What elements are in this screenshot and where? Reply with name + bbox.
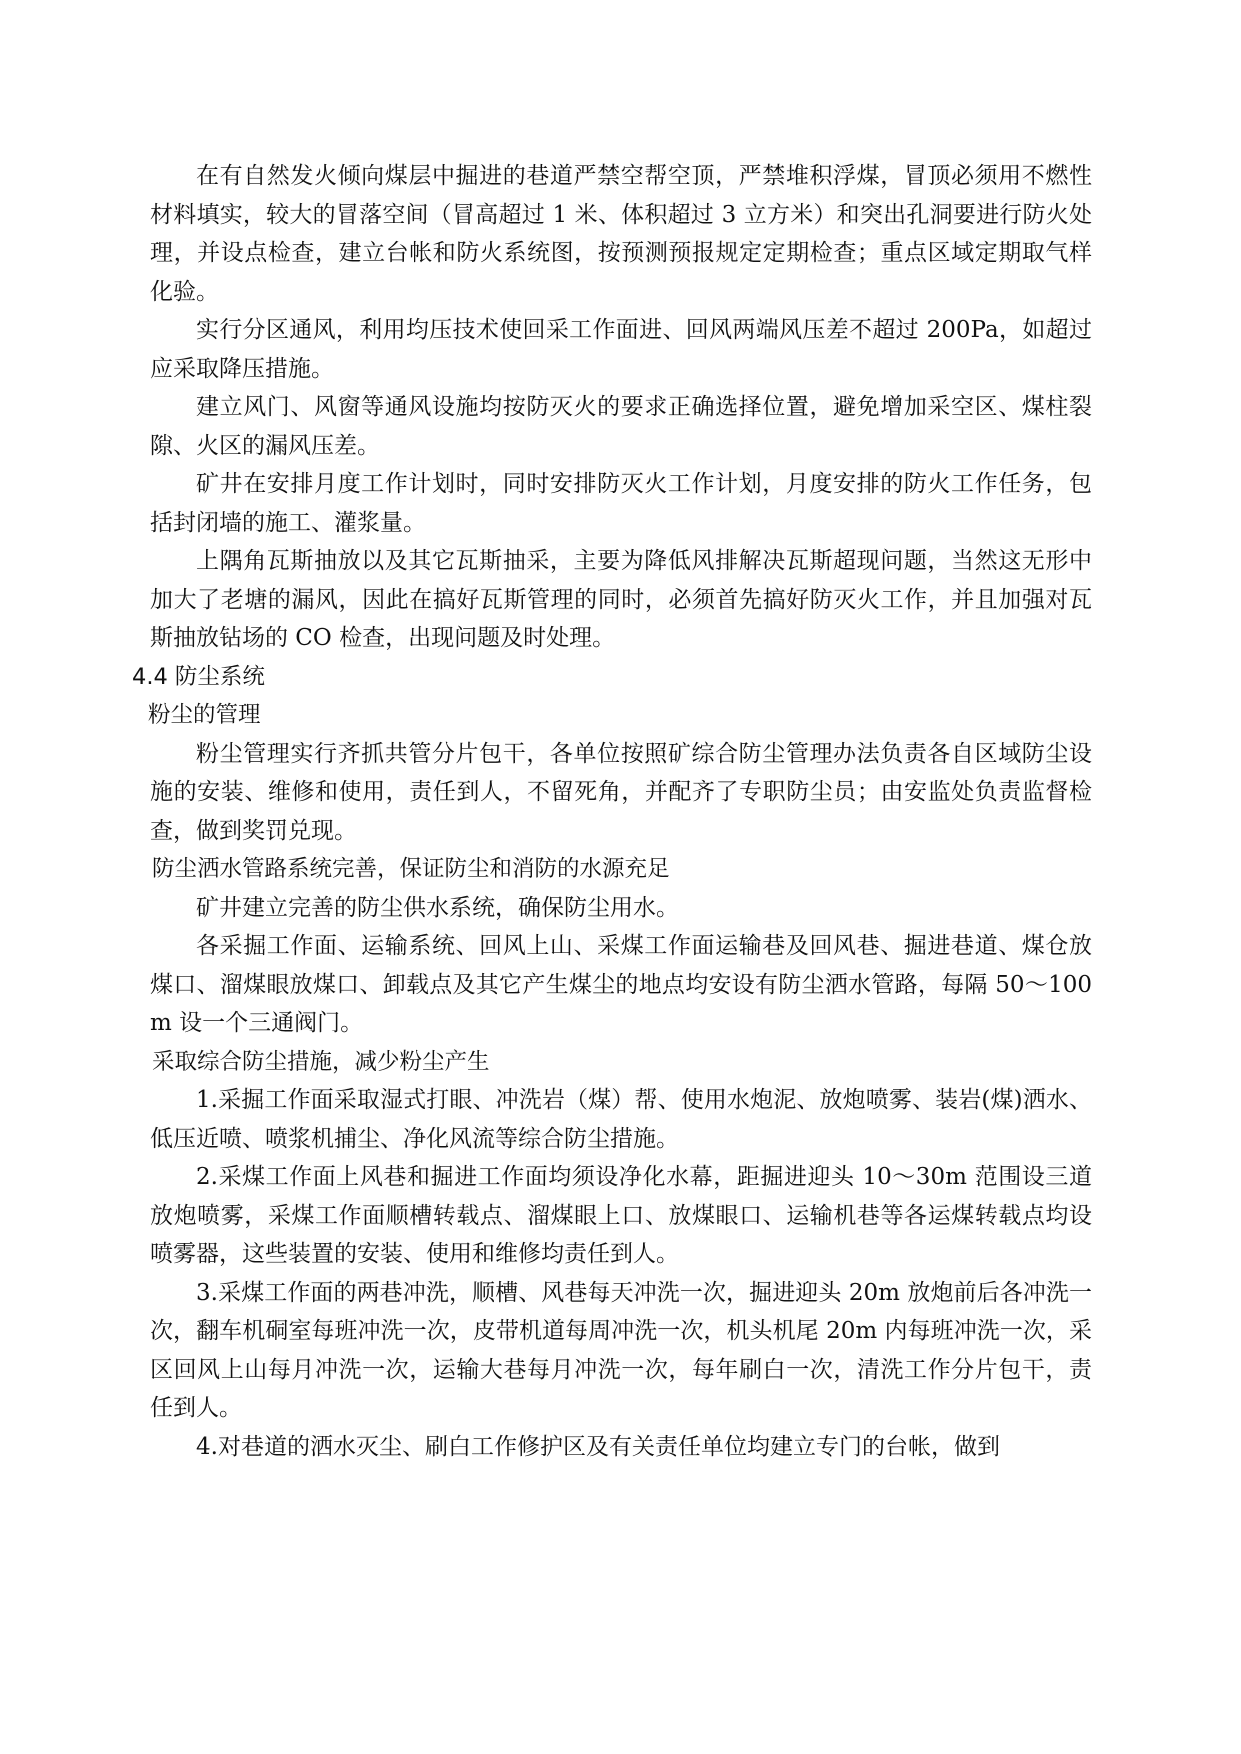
subheading-water-supply: 防尘洒水管路系统完善，保证防尘和消防的水源充足 [152,856,670,882]
paragraph-ventilation-facilities: 建立风门、风窗等通风设施均按防灭火的要求正确选择位置，避免增加采空区、煤柱裂隙、火区的漏风压差。 [150,394,1092,459]
list-item-measure-3: 3.采煤工作面的两巷冲洗，顺槽、风巷每天冲洗一次，掘进迎头 20m 放炮前后各冲洗一次，翻车机硐室每班冲洗一次，皮带机道每周冲洗一次，机头机尾 20m 内每班冲洗一次，采区回风上山每月冲洗一次，运输大巷每月冲洗一次，每年刷白一次，清洗工作分片包干，责任到人。 [150,1279,1092,1421]
paragraph-water-pipelines: 各采掘工作面、运输系统、回风上山、采煤工作面运输巷及回风巷、掘进巷道、煤仓放煤口、溜煤眼放煤口、卸载点及其它产生煤尘的地点均安设有防尘洒水管路，每隔 50～100m 设一个三通阀门。 [150,933,1092,1036]
paragraph-dust-management: 粉尘管理实行齐抓共管分片包干，各单位按照矿综合防尘管理办法负责各自区域防尘设施的安装、维修和使用，责任到人，不留死角，并配齐了专职防尘员；由安监处负责监督检查，做到奖罚兑现。 [150,740,1092,844]
document-body [132,157,1092,1466]
subheading-dust-management: 粉尘的管理 [148,702,261,728]
paragraph-gas-drainage: 上隅角瓦斯抽放以及其它瓦斯抽采，主要为降低风排解决瓦斯超现问题，当然这无形中加大了老塘的漏风，因此在搞好瓦斯管理的同时，必须首先搞好防灭火工作，并且加强对瓦斯抽放钻场的 CO 检查，出现问题及时处理。 [150,548,1092,651]
paragraph-monthly-plan: 矿井在安排月度工作计划时，同时安排防灭火工作计划，月度安排的防火工作任务，包括封闭墙的施工、灌浆量。 [150,471,1092,536]
list-item-measure-1: 1.采掘工作面采取湿式打眼、冲洗岩（煤）帮、使用水炮泥、放炮喷雾、装岩(煤)洒水、低压近喷、喷浆机捕尘、净化风流等综合防尘措施。 [150,1087,1092,1152]
paragraph-zoned-ventilation: 实行分区通风，利用均压技术使回采工作面进、回风两端风压差不超过 200Pa，如超过应采取降压措施。 [150,317,1092,382]
subheading-dust-measures: 采取综合防尘措施，减少粉尘产生 [152,1048,490,1075]
section-heading-dust-system: 4.4 防尘系统 [132,663,265,690]
list-item-measure-2: 2.采煤工作面上风巷和掘进工作面均须设净化水幕，距掘进迎头 10～30m 范围设三道放炮喷雾，采煤工作面顺槽转载点、溜煤眼上口、放煤眼口、运输机巷等各运煤转载点均设喷雾器，这些装置的安装、使用和维修均责任到人。 [150,1164,1092,1267]
paragraph-fire-prevention-roadway: 在有自然发火倾向煤层中掘进的巷道严禁空帮空顶，严禁堆积浮煤，冒顶必须用不燃性材料填实，较大的冒落空间（冒高超过 1 米、体积超过 3 立方米）和突出孔洞要进行防火处理，并设点检查，建立台帐和防火系统图，按预测预报规定定期检查；重点区域定期取气样化验。 [150,163,1092,305]
list-item-measure-4: 4.对巷道的洒水灭尘、刷白工作修护区及有关责任单位均建立专门的台帐，做到 [196,1433,1000,1460]
paragraph-water-supply-system: 矿井建立完善的防尘供水系统，确保防尘用水。 [196,894,679,921]
